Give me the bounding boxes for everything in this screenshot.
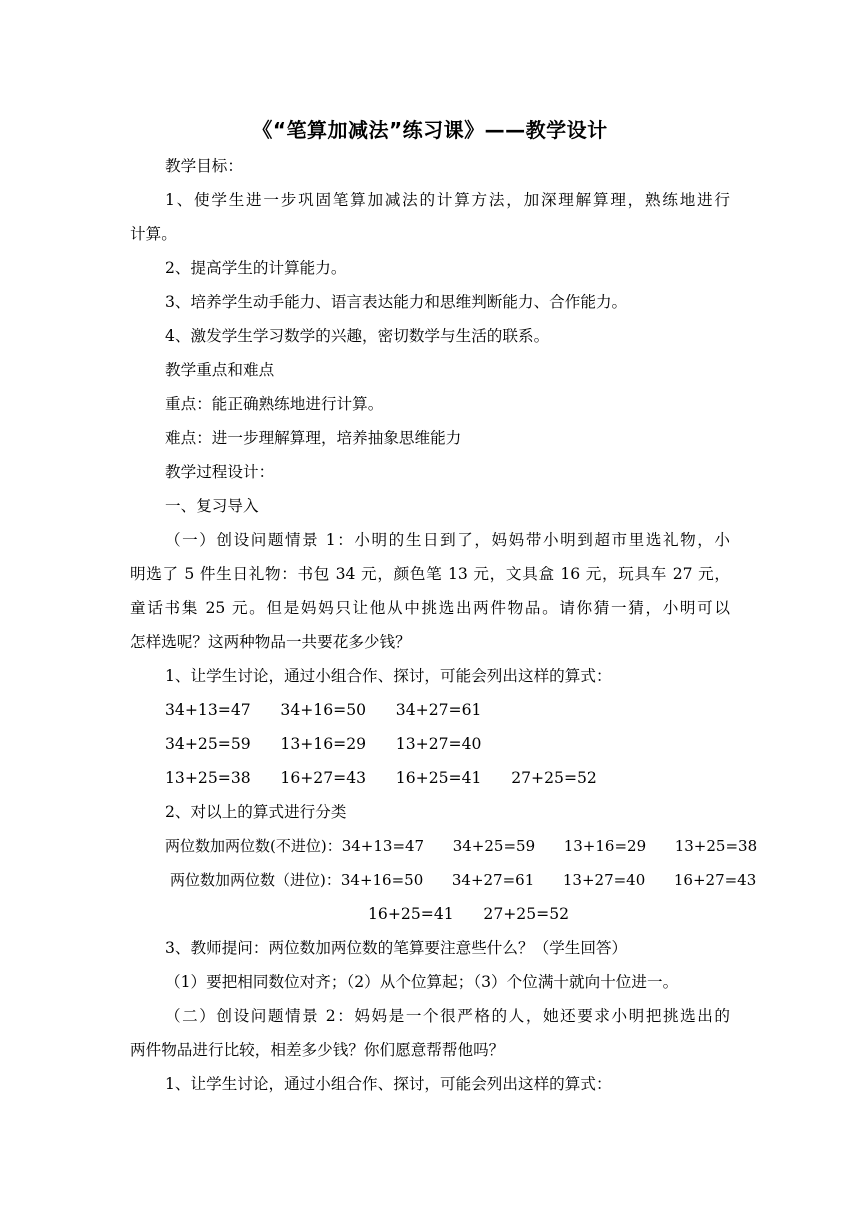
text-line: 1、让学生讨论，通过小组合作、探讨，可能会列出这样的算式： — [165, 1075, 612, 1093]
equation-row: 13+25=38 16+27=43 16+25=41 27+25=52 — [165, 769, 597, 787]
equation-row: 两位数加两位数（进位)：34+16=50 34+27=61 13+27=40 16+27=43 — [170, 871, 757, 889]
text-line: 两件物品进行比较，相差多少钱？你们愿意帮帮他吗？ — [130, 1041, 505, 1059]
text-line: （1）要把相同数位对齐；（2）从个位算起；（3）个位满十就向十位进一。 — [165, 973, 679, 991]
text-line: （一）创设问题情景 1：小明的生日到了，妈妈带小明到超市里选礼物，小 — [165, 531, 730, 549]
equation-row: 16+25=41 27+25=52 — [368, 905, 570, 923]
text-line: 2、对以上的算式进行分类 — [165, 803, 347, 821]
text-line: 教学重点和难点 — [165, 361, 275, 379]
equation-row: 两位数加两位数(不进位)：34+13=47 34+25=59 13+16=29 13+25=38 — [165, 837, 758, 855]
text-line: 4、激发学生学习数学的兴趣，密切数学与生活的联系。 — [165, 327, 550, 345]
text-line: 重点：能正确熟练地进行计算。 — [165, 395, 384, 413]
text-line: （二）创设问题情景 2：妈妈是一个很严格的人，她还要求小明把挑选出的 — [165, 1007, 730, 1025]
document-title: 《“笔算加减法”练习课》——教学设计 — [252, 118, 608, 142]
text-line: 1、让学生讨论，通过小组合作、探讨，可能会列出这样的算式： — [165, 667, 612, 685]
text-line: 难点：进一步理解算理，培养抽象思维能力 — [165, 429, 462, 447]
text-line: 教学目标： — [165, 157, 243, 175]
text-line: 1、使学生进一步巩固笔算加减法的计算方法，加深理解算理，熟练地进行 — [165, 191, 730, 209]
text-line: 怎样选呢？这两种物品一共要花多少钱？ — [130, 633, 411, 651]
text-line: 3、培养学生动手能力、语言表达能力和思维判断能力、合作能力。 — [165, 293, 628, 311]
text-line: 计算。 — [130, 225, 177, 243]
text-line: 2、提高学生的计算能力。 — [165, 259, 347, 277]
text-line: 一、复习导入 — [165, 497, 259, 515]
text-line: 明选了 5 件生日礼物：书包 34 元，颜色笔 13 元，文具盒 16 元，玩具车 27 元， — [130, 565, 731, 583]
text-line: 3、教师提问：两位数加两位数的笔算要注意些什么？（学生回答） — [165, 939, 628, 957]
text-line: 教学过程设计： — [165, 463, 275, 481]
equation-row: 34+13=47 34+16=50 34+27=61 — [165, 701, 482, 719]
text-line: 童话书集 25 元。但是妈妈只让他从中挑选出两件物品。请你猜一猜，小明可以 — [130, 599, 730, 617]
equation-row: 34+25=59 13+16=29 13+27=40 — [165, 735, 482, 753]
